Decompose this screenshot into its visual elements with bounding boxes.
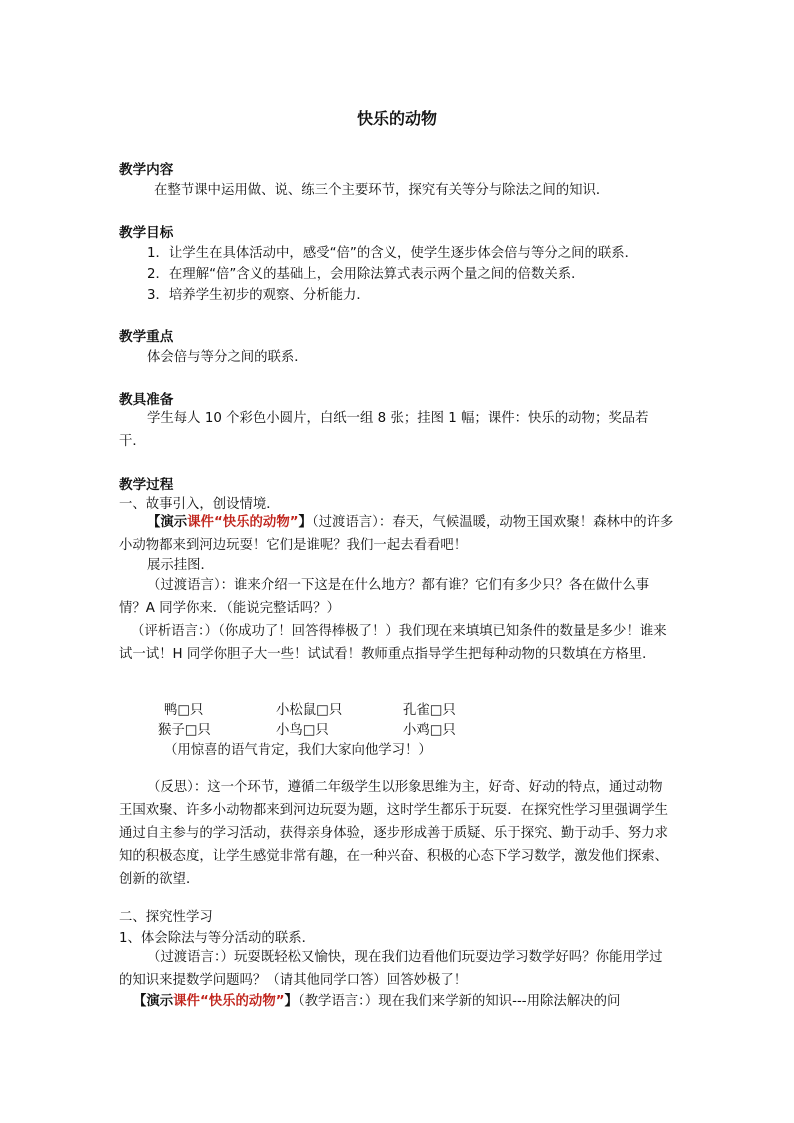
- objective-item: 2．在理解“倍”含义的基础上，会用除法算式表示两个量之间的倍数关系．: [147, 267, 585, 282]
- animal-cell: 鸭□只: [164, 703, 204, 718]
- focus-text: 体会倍与等分之间的联系．: [147, 350, 308, 365]
- heading-objectives: 教学目标: [119, 225, 174, 241]
- demo2-paragraph: [133, 992, 620, 1012]
- part2-heading: 二、探究性学习: [119, 910, 213, 925]
- page-title: 快乐的动物: [356, 109, 437, 128]
- part1-heading: 一、故事引入，创设情境．: [119, 497, 280, 512]
- sub1-heading: 1、体会除法与等分活动的联系．: [119, 931, 315, 946]
- transition2-paragraph: （过渡语言：）玩耍既轻松又愉快，现在我们边看他们玩耍边学习数学好吗？你能用学过的知识来提数学问题吗？（请其他同学口答）回答妙极了！: [119, 950, 663, 988]
- praise-text: （用惊喜的语气肯定，我们大家向他学习！）: [164, 743, 432, 758]
- demo2-bracket-close: 】: [284, 994, 298, 1009]
- materials-text: 学生每人 10 个彩色小圆片，白纸一组 8 张；挂图 1 幅；课件：快乐的动物；奖品若干．: [119, 411, 649, 449]
- demo1-bracket-open: 【演示: [147, 515, 188, 530]
- demo1-text: （过渡语言）：春天，气候温暖，动物王国欢聚！森林中的许多小动物都来到河边玩耍！它们是谁呢？我们一起去看看吧！: [119, 515, 674, 553]
- demo2-courseware: 课件“快乐的动物”: [173, 994, 285, 1009]
- objective-item: 3．培养学生初步的观察、分析能力．: [147, 288, 370, 303]
- animal-cell: 小鸟□只: [276, 723, 329, 738]
- demo2-bracket-open: 【演示: [133, 994, 174, 1009]
- demo2-text: （教学语言：）现在我们来学新的知识---用除法解决的问: [297, 994, 621, 1009]
- evaluate-paragraph: （评析语言：）（你成功了！回答得棒极了！）我们现在来填填已知条件的数量是多少！谁来试一试！H 同学你胆子大一些！试试看！教师重点指导学生把每种动物的只数填在方格里．: [119, 624, 667, 662]
- heading-materials: 教具准备: [119, 392, 174, 408]
- animal-cell: 小鸡□只: [403, 723, 456, 738]
- animal-cell: 小松鼠□只: [276, 703, 343, 718]
- demo1-courseware: 课件“快乐的动物”: [187, 515, 299, 530]
- heading-process: 教学过程: [119, 477, 174, 493]
- transition-paragraph: （过渡语言）：谁来介绍一下这是在什么地方？都有谁？它们有多少只？各在做什么事情？A 同学你来．（能说完整话吗？）: [119, 578, 650, 616]
- content-text: 在整节课中运用做、说、练三个主要环节，探究有关等分与除法之间的知识．: [154, 183, 610, 198]
- reflection-paragraph: （反思）：这一个环节，遵循二年级学生以形象思维为主，好奇、好动的特点，通过动物王国欢聚、许多小动物都来到河边玩耍为题，这时学生都乐于玩耍．在探究性学习里强调学生通过自主参与的学习活动，获得亲身体验，逐步形成善于质疑、乐于探究、勤于动手、努力求知的积极态度，让学生感觉非常有趣，在一种兴奋、积极的心态下学习数学，激发他们探索、创新的欲望．: [119, 780, 669, 887]
- animal-cell: 孔雀□只: [403, 703, 456, 718]
- objective-item: 1．让学生在具体活动中，感受“倍”的含义，使学生逐步体会倍与等分之间的联系．: [147, 246, 639, 261]
- heading-focus: 教学重点: [119, 329, 174, 345]
- demo1-bracket-close: 】: [298, 515, 312, 530]
- heading-content: 教学内容: [119, 162, 174, 178]
- demo1-paragraph: [119, 511, 675, 557]
- animal-cell: 猴子□只: [158, 723, 211, 738]
- show-text: 展示挂图．: [147, 558, 214, 573]
